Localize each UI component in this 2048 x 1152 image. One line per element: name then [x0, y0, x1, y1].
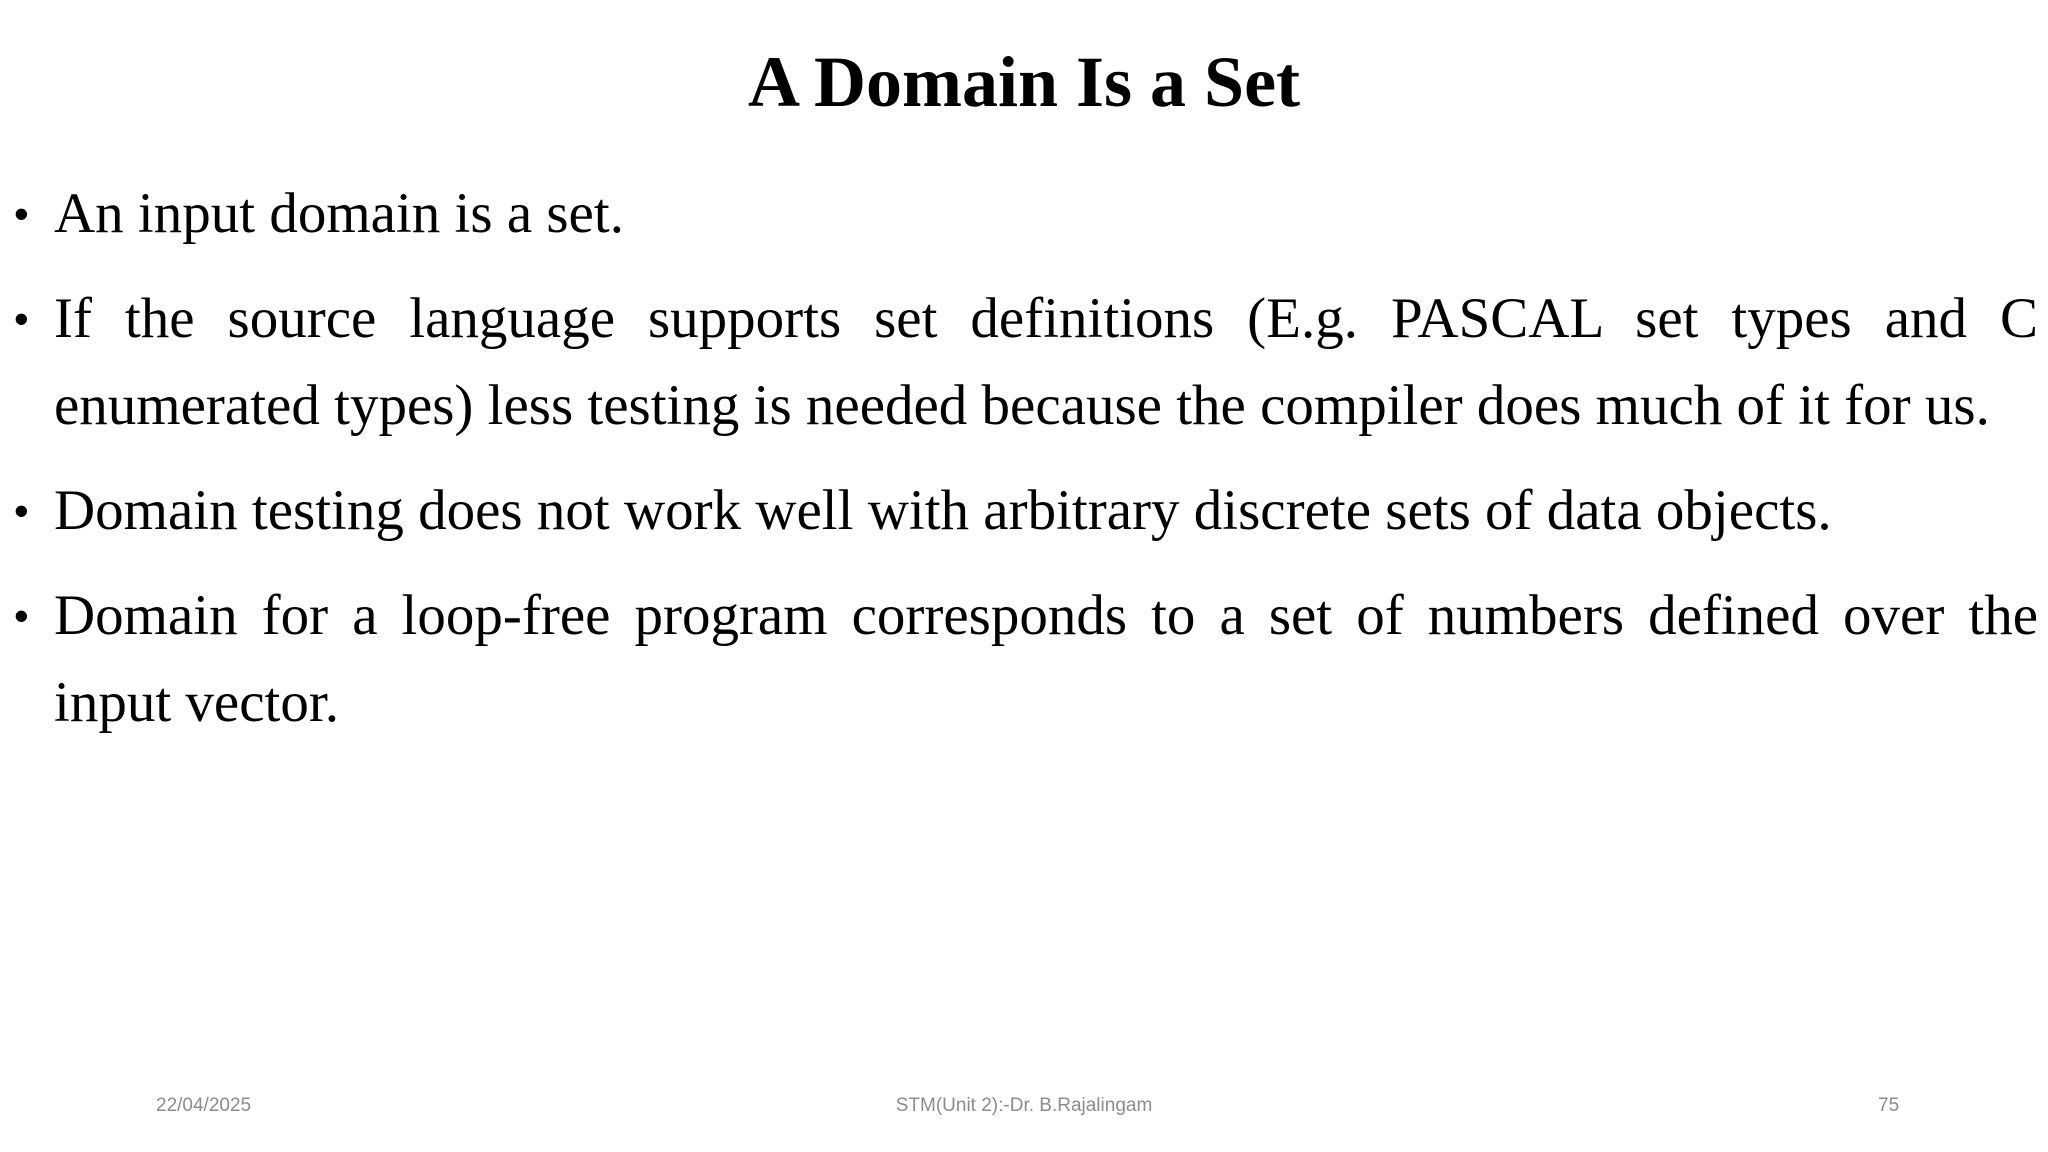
bullet-text: If the source language supports set definitions (E.g. PASCAL set types and C enumerated types) less testing is needed because the compiler does much of it for us. — [54, 287, 2038, 437]
bullet-text: Domain for a loop-free program corresponds to a set of numbers defined over the input vector. — [54, 584, 2038, 734]
footer-page-number: 75 — [1878, 1095, 1900, 1116]
bullet-icon: • — [14, 295, 29, 342]
bullet-item — [14, 572, 2038, 746]
footer-author: STM(Unit 2):-Dr. B.Rajalingam — [895, 1095, 1153, 1116]
bullet-icon: • — [14, 487, 29, 534]
bullet-item — [14, 170, 2038, 257]
bullet-item — [14, 275, 2038, 449]
bullet-text: Domain testing does not work well with arbitrary discrete sets of data objects. — [54, 479, 1832, 542]
bullet-icon: • — [14, 592, 29, 639]
bullet-list — [14, 170, 2038, 764]
bullet-item — [14, 467, 2038, 554]
bullet-text: An input domain is a set. — [54, 182, 624, 245]
footer-date: 22/04/2025 — [156, 1095, 252, 1116]
slide-title: A Domain Is a Set — [747, 42, 1301, 122]
bullet-icon: • — [14, 190, 29, 237]
